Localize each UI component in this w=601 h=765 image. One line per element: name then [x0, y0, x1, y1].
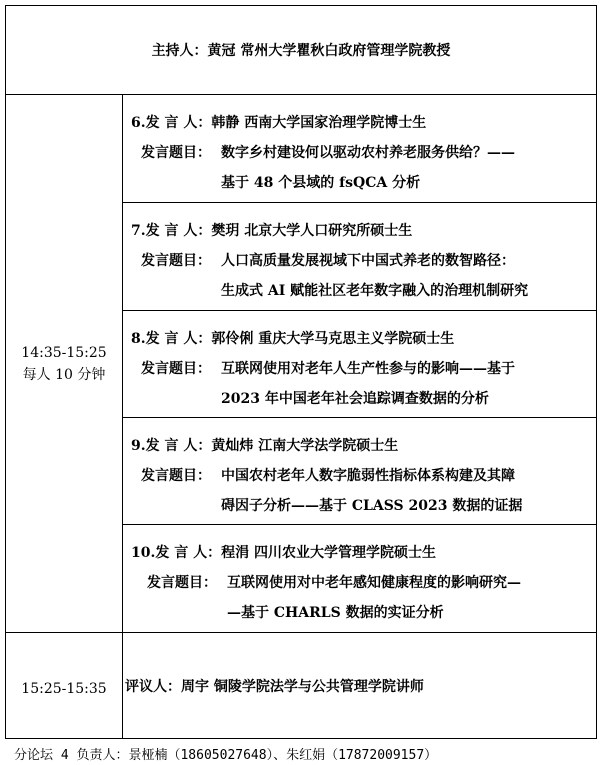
talk-title-line: 人口高质量发展视域下中国式养老的数智路径：	[221, 253, 515, 269]
talk-title-line: 2023 年中国老年社会追踪调查数据的分析	[221, 391, 489, 407]
talk-speaker: 8.发 言 人：郭伶俐 重庆大学马克思主义学院硕士生	[131, 331, 455, 347]
talk-title-label: 发言题目：	[141, 361, 211, 377]
talk-speaker: 9.发 言 人：黄灿炜 江南大学法学院硕士生	[131, 438, 399, 454]
row-divider	[6, 632, 596, 633]
schedule-table	[5, 5, 597, 739]
session-time-cell	[6, 342, 122, 386]
talk-title-line: 互联网使用对老年人生产性参与的影响——基于	[221, 361, 515, 377]
session-time: 14:35-15:25	[21, 345, 107, 361]
talk-row	[123, 94, 596, 202]
talk-speaker: 6.发 言 人：韩静 西南大学国家治理学院博士生	[131, 115, 427, 131]
footer-contact: 分论坛 4 负责人：景桠楠（18605027648）、朱红娟（17872009157）	[14, 748, 438, 763]
talk-title-label: 发言题目：	[141, 468, 211, 484]
review-time: 15:25-15:35	[21, 681, 107, 697]
talk-row	[123, 310, 596, 417]
talk-row	[123, 524, 596, 632]
talk-title-label: 发言题目：	[147, 575, 217, 591]
talk-speaker: 7.发 言 人：樊玥 北京大学人口研究所硕士生	[131, 223, 413, 239]
reviewer-line: 评议人：周宇 铜陵学院法学与公共管理学院讲师	[125, 679, 424, 695]
talk-title-line: 基于 48 个县域的 fsQCA 分析	[221, 175, 421, 191]
session-duration: 每人 10 分钟	[22, 367, 106, 383]
talk-title-line: 中国农村老年人数字脆弱性指标体系构建及其障	[221, 468, 515, 484]
talk-title-line: 生成式 AI 赋能社区老年数字融入的治理机制研究	[221, 283, 529, 299]
talk-title-line: —基于 CHARLS 数据的实证分析	[227, 605, 444, 621]
host-line: 主持人：黄冠 常州大学瞿秋白政府管理学院教授	[151, 43, 451, 59]
talk-speaker: 10.发 言 人：程涓 四川农业大学管理学院硕士生	[131, 545, 436, 561]
talk-title-label: 发言题目：	[141, 253, 211, 269]
talk-title-line: 数字乡村建设何以驱动农村养老服务供给？——	[221, 145, 515, 161]
talk-row	[123, 417, 596, 524]
talk-title-label: 发言题目：	[141, 145, 211, 161]
talk-row	[123, 202, 596, 310]
talk-title-line: 互联网使用对中老年感知健康程度的影响研究—	[227, 575, 521, 591]
talk-title-line: 碍因子分析——基于 CLASS 2023 数据的证据	[221, 498, 523, 514]
